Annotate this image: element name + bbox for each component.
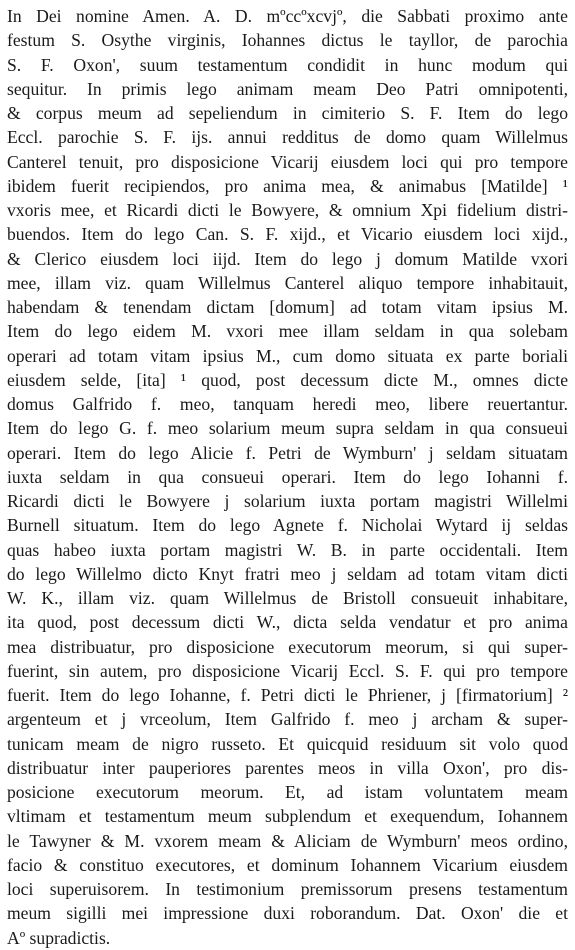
text-line: In Dei nomine Amen. A. D. mºccºxcvjº, die Sabbati proximo ante — [7, 6, 568, 26]
text-line: buendos. Item do lego Can. S. F. xijd., et Vicario eiusdem loci xijd., — [7, 224, 568, 245]
text-line: S. F. Oxon', suum testamentum condidit in hunc modum qui — [7, 54, 568, 75]
text-line: & Clerico eiusdem loci iijd. Item do lego j domum Matilde vxori — [7, 248, 568, 269]
text-line: mea distribuatur, pro disposicione executorum meorum, si qui super- — [7, 636, 568, 657]
text-line: mee, illam viz. quam Willelmus Canterel aliquo tempore inhabitauit, — [7, 272, 568, 293]
text-line: vxoris mee, et Ricardi dicti le Bowyere, & omnium Xpi fidelium distri- — [7, 200, 568, 220]
text-line: facio & constituo executores, et dominum Iohannem Vicarium eiusdem — [7, 854, 568, 875]
text-line: fuerint, sin autem, pro disposicione Vicarij Eccl. S. F. qui pro tempore — [7, 660, 568, 681]
text-line: meum sigilli mei impressione duxi roborandum. Dat. Oxon' die et — [7, 903, 568, 924]
text-line: distribuatur inter pauperiores parentes meos in villa Oxon', pro dis- — [7, 757, 568, 778]
text-line: Eccl. parochie S. F. ijs. annui redditus de domo quam Willelmus — [7, 127, 568, 148]
text-line: argenteum et j vrceolum, Item Galfrido f. meo j archam & super- — [7, 709, 568, 730]
text-line: Item do lego G. f. meo solarium meum supra seldam in qua consueui — [7, 418, 568, 439]
text-line: le Tawyner & M. vxorem meam & Aliciam de Wymburn' meos ordino, — [7, 830, 568, 851]
text-line: operari ad totam vitam ipsius M., cum domo situata ex parte boriali — [7, 345, 568, 366]
text-line: vltimam et testamentum meum subplendum et exequendum, Iohannem — [7, 806, 568, 827]
text-line: operari. Item do lego Alicie f. Petri de Wymburn' j seldam situatam — [7, 442, 568, 463]
text-line: fuerit. Item do lego Iohanne, f. Petri dicti le Phriener, j [firmatorium] ² — [7, 685, 568, 705]
text-line: & corpus meum ad sepeliendum in cimiterio S. F. Item do lego — [7, 103, 568, 123]
text-line: ibidem fuerit recipiendos, pro anima mea, & animabus [Matilde] ¹ — [7, 175, 568, 196]
text-line: Canterel tenuit, pro disposicione Vicarij eiusdem loci qui pro tempore — [7, 151, 568, 172]
text-line: festum S. Osythe virginis, Iohannes dictus le tayllor, de parochia — [7, 30, 568, 51]
text-line: Burnell situatum. Item do lego Agnete f. Nicholai Wytard ij seldas — [7, 515, 568, 536]
text-line: tunicam meam de nigro russeto. Et quicquid residuum sit volo quod — [7, 733, 568, 754]
text-line: loci superuisorem. In testimonium premissorum presens testamentum — [7, 879, 568, 899]
text-line: domus Galfrido f. meo, tanquam heredi meo, libere reuertantur. — [7, 394, 568, 414]
text-line: ita quod, post decessum dicti W., dicta selda vendatur et pro anima — [7, 612, 568, 633]
text-line: habendam & tenendam dictam [domum] ad totam vitam ipsius M. — [7, 297, 568, 317]
text-line: do lego Willelmo dicto Knyt fratri meo j seldam ad totam vitam dicti — [7, 563, 568, 584]
text-line: W. K., illam viz. quam Willelmus de Bristoll consueuit inhabitare, — [7, 588, 568, 608]
text-line: Item do lego eidem M. vxori mee illam seldam in qua solebam — [7, 321, 568, 342]
text-line: quas habeo iuxta portam magistri W. B. in parte occidentali. Item — [7, 539, 568, 560]
text-line: eiusdem selde, [ita] ¹ quod, post decessum dicte M., omnes dicte — [7, 369, 568, 390]
text-line: sequitur. In primis lego animam meam Deo Patri omnipotenti, — [7, 78, 568, 99]
text-line: iuxta seldam in qua consueui operari. Item do lego Iohanni f. — [7, 466, 568, 487]
text-line: posicione executorum meorum. Et, ad istam voluntatem meam — [7, 782, 568, 802]
text-line: Ricardi dicti le Bowyere j solarium iuxta portam magistri Willelmi — [7, 491, 568, 511]
document-text — [7, 4, 568, 950]
text-line: Aº supradictis. — [7, 927, 111, 948]
